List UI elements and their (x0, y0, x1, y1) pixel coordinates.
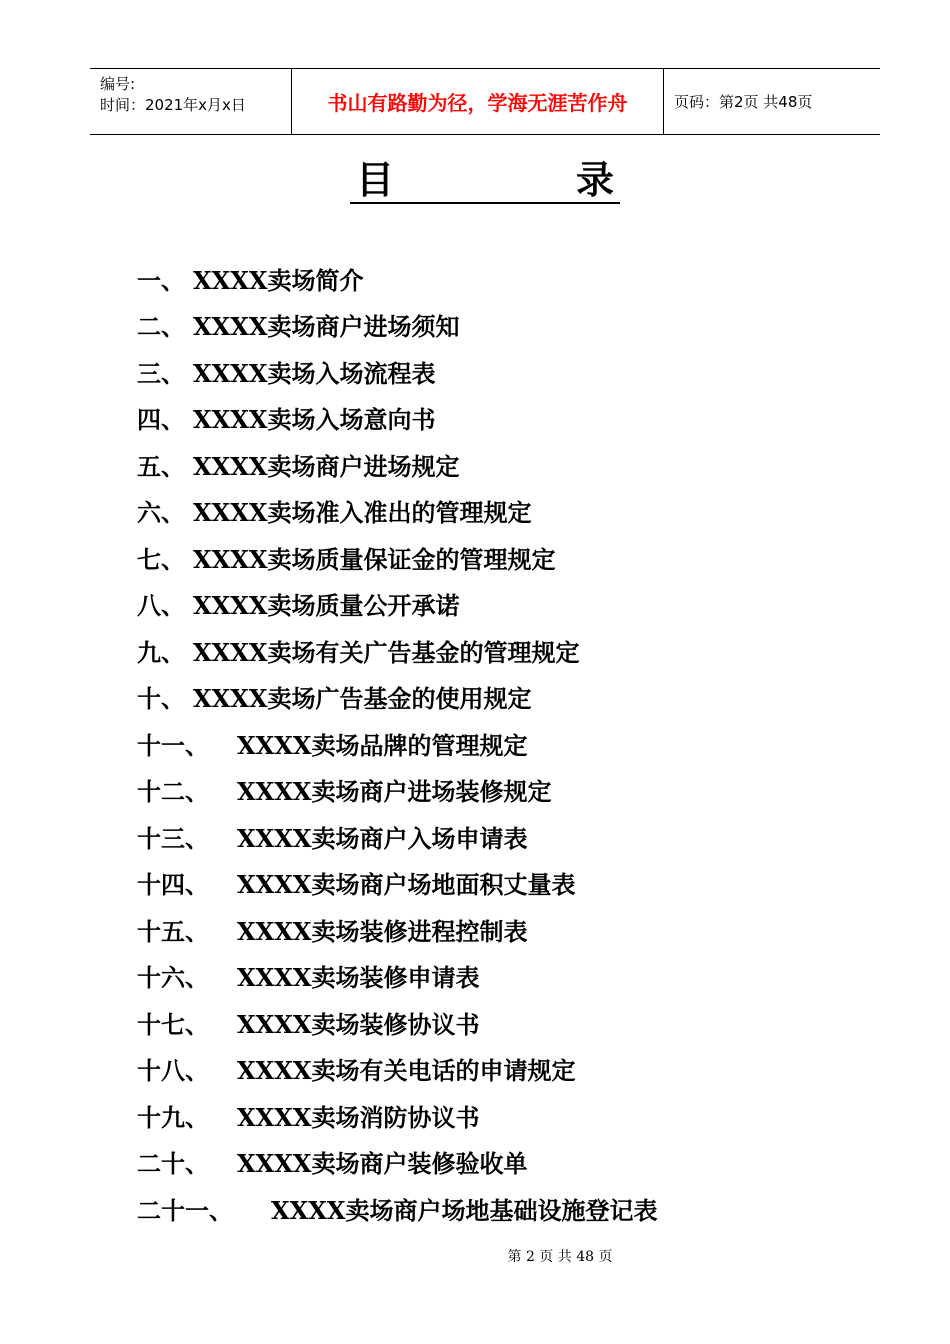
toc-item-title: XXXX卖场商户进场须知 (193, 312, 460, 342)
toc-item (137, 255, 897, 302)
toc-item-number: 十八、 (137, 1056, 209, 1086)
time-label: 时间：2021年x月x日 (100, 96, 246, 114)
toc-item-title: XXXX卖场有关广告基金的管理规定 (193, 637, 580, 667)
toc-item-number: 四、 (137, 405, 185, 435)
toc-item-number: 十三、 (137, 823, 209, 853)
toc-item-title: XXXX卖场装修进程控制表 (237, 916, 528, 946)
header-motto: 书山有路勤为径，学海无涯苦作舟 (292, 69, 664, 134)
toc-item-title: XXXX卖场质量公开承诺 (193, 591, 460, 621)
toc-item-number: 十四、 (137, 870, 209, 900)
toc-item-title: XXXX卖场装修申请表 (237, 963, 480, 993)
toc-item-title: XXXX卖场商户装修验收单 (237, 1149, 528, 1179)
toc-item (137, 302, 897, 349)
toc-item (137, 999, 897, 1046)
toc-item-number: 九、 (137, 637, 185, 667)
toc-item (137, 488, 897, 535)
toc-item-number: 十九、 (137, 1102, 209, 1132)
toc-item-title: XXXX卖场商户入场申请表 (237, 823, 528, 853)
toc-item-number: 七、 (137, 544, 185, 574)
toc-item-number: 十七、 (137, 1009, 209, 1039)
toc-item-number: 三、 (137, 358, 185, 388)
toc-item-number: 十一、 (137, 730, 209, 760)
toc-item (137, 1139, 897, 1186)
toc-item-title: XXXX卖场准入准出的管理规定 (193, 498, 532, 528)
serial-label: 编号: (100, 75, 136, 93)
toc-item-title: XXXX卖场入场意向书 (193, 405, 436, 435)
toc-item-title: XXXX卖场商户场地面积丈量表 (237, 870, 576, 900)
toc-item-title: XXXX卖场有关电话的申请规定 (237, 1056, 576, 1086)
header-page-info: 页码：第2页 共48页 (674, 93, 813, 111)
toc-item-number: 二、 (137, 312, 185, 342)
title-right-char: 录 (575, 158, 614, 202)
toc-item (137, 581, 897, 628)
toc-item-number: 十二、 (137, 777, 209, 807)
page-header (90, 68, 880, 135)
toc-item (137, 534, 897, 581)
toc-item-title: XXXX卖场简介 (193, 265, 364, 295)
toc-item (137, 860, 897, 907)
toc-item-title: XXXX卖场商户进场装修规定 (237, 777, 552, 807)
toc-item-title: XXXX卖场商户场地基础设施登记表 (271, 1195, 658, 1225)
header-meta (90, 69, 292, 134)
toc-item (137, 767, 897, 814)
toc-item-title: XXXX卖场品牌的管理规定 (237, 730, 528, 760)
toc-item (137, 348, 897, 395)
toc-item-number: 十五、 (137, 916, 209, 946)
table-of-contents (137, 255, 897, 1232)
toc-item (137, 720, 897, 767)
toc-item (137, 395, 897, 442)
toc-item-title: XXXX卖场商户进场规定 (193, 451, 460, 481)
toc-item-number: 八、 (137, 591, 185, 621)
toc-item (137, 627, 897, 674)
toc-item (137, 1185, 897, 1232)
page-footer: 第 2 页 共 48 页 (507, 1249, 613, 1265)
toc-item (137, 674, 897, 721)
toc-item-number: 十、 (137, 684, 185, 714)
toc-item-number: 一、 (137, 265, 185, 295)
toc-item-number: 五、 (137, 451, 185, 481)
toc-item-number: 二十一、 (137, 1195, 233, 1225)
toc-item (137, 441, 897, 488)
page-title (350, 158, 620, 204)
toc-item-number: 二十、 (137, 1149, 209, 1179)
toc-item-title: XXXX卖场质量保证金的管理规定 (193, 544, 556, 574)
toc-item (137, 813, 897, 860)
title-left-char: 目 (356, 158, 395, 202)
toc-item (137, 953, 897, 1000)
toc-item-title: XXXX卖场入场流程表 (193, 358, 436, 388)
toc-item (137, 1046, 897, 1093)
toc-item-title: XXXX卖场广告基金的使用规定 (193, 684, 532, 714)
toc-item-number: 十六、 (137, 963, 209, 993)
toc-item (137, 1092, 897, 1139)
toc-item (137, 906, 897, 953)
toc-item-title: XXXX卖场装修协议书 (237, 1009, 480, 1039)
toc-item-title: XXXX卖场消防协议书 (237, 1102, 480, 1132)
toc-item-number: 六、 (137, 498, 185, 528)
